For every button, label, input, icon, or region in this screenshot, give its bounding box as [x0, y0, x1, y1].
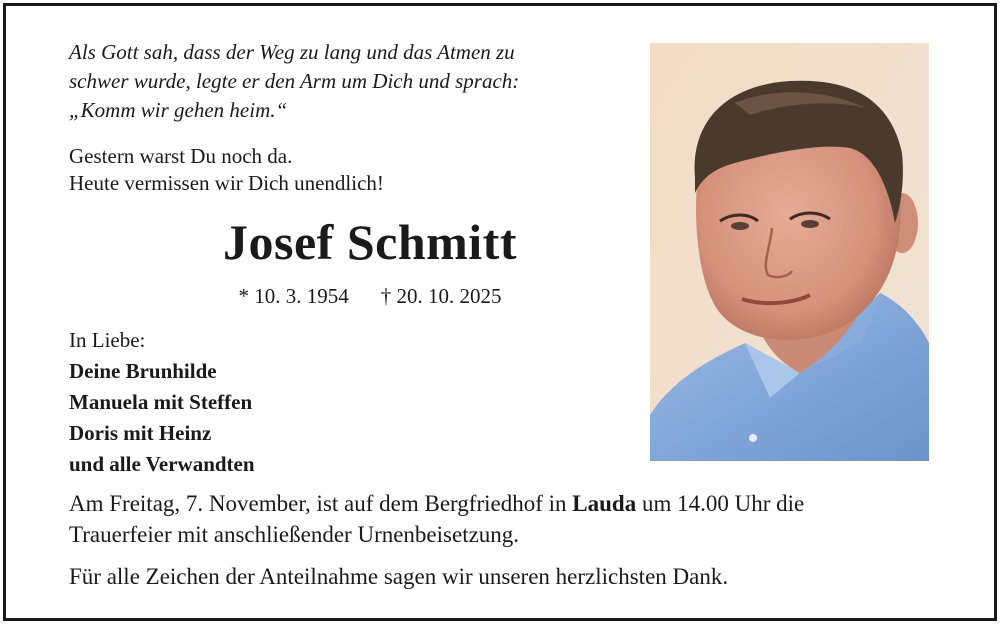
quote-line: schwer wurde, legte er den Arm um Dich und sprach: [69, 69, 520, 93]
ceremony-line-1 [69, 488, 969, 519]
life-dates [110, 282, 630, 310]
remembrance-line: Gestern warst Du noch da. [69, 144, 293, 168]
remembrance-line: Heute vermissen wir Dich unendlich! [69, 171, 384, 195]
quote-line: „Komm wir gehen heim.“ [69, 98, 288, 122]
mourner-name: Deine Brunhilde [69, 359, 217, 383]
mourner-name: Manuela mit Steffen [69, 390, 253, 414]
thanks-text: Für alle Zeichen der Anteilnahme sagen wir unseren herzlichsten Dank. [69, 564, 729, 589]
ceremony-place: Lauda [572, 491, 637, 516]
birth-date: * 10. 3. 1954 [238, 284, 349, 308]
ceremony-line-2: Trauerfeier mit anschließender Urnenbeisetzung. [69, 522, 520, 547]
portrait-illustration [650, 43, 929, 461]
portrait-photo [650, 43, 929, 461]
death-date: † 20. 10. 2025 [380, 284, 502, 308]
ceremony-text: Am Freitag, 7. November, ist auf dem Bergfriedhof in [69, 491, 573, 516]
mourners-block [69, 325, 255, 480]
remembrance-block [69, 143, 384, 197]
mourners-intro: In Liebe: [69, 328, 146, 352]
quote-block [69, 38, 629, 125]
deceased-name: Josef Schmitt [223, 214, 517, 270]
mourner-name: Doris mit Heinz [69, 421, 212, 445]
ceremony-text: um 14.00 Uhr die [636, 491, 805, 516]
ceremony-info [69, 488, 969, 550]
quote-line: Als Gott sah, dass der Weg zu lang und das Atmen zu [69, 40, 515, 64]
mourner-name: und alle Verwandten [69, 452, 255, 476]
